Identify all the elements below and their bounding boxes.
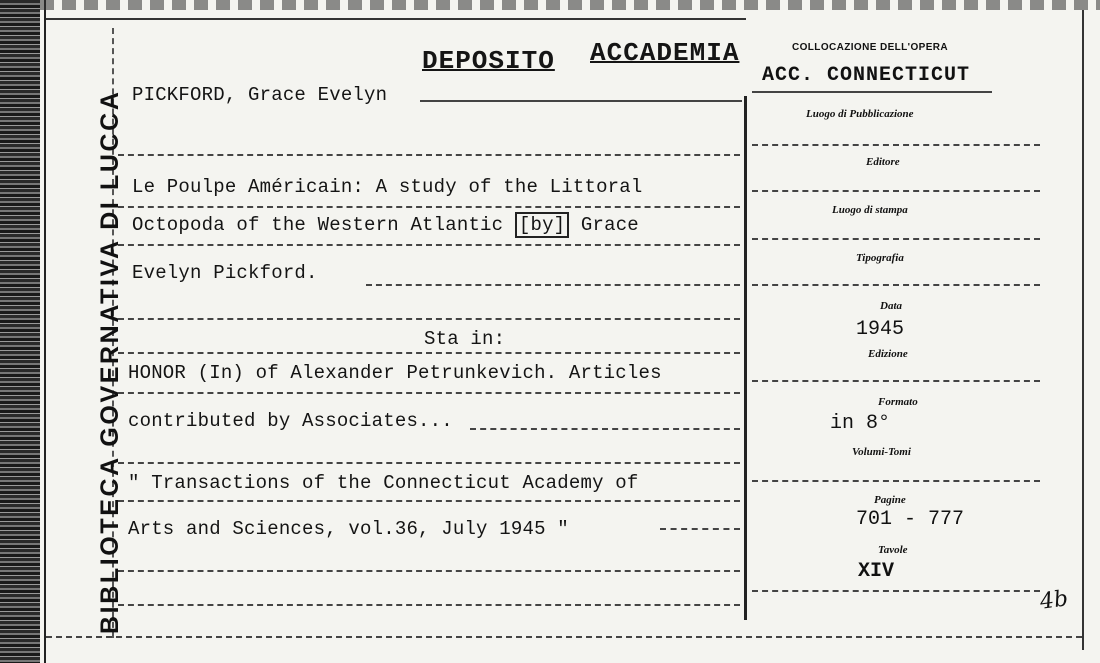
- rule-field-6: [752, 480, 1040, 482]
- rule-blank-2: [118, 318, 740, 320]
- field-label-editore: Editore: [866, 156, 900, 168]
- rule-field-3: [752, 238, 1040, 240]
- author-rule: [420, 100, 742, 102]
- stamp-deposito: DEPOSITO: [422, 46, 555, 76]
- fields-column-divider: [744, 96, 747, 620]
- rule-field-7: [752, 590, 1040, 592]
- rule-sta-in: [118, 352, 740, 354]
- card-top-edge: [40, 0, 1100, 10]
- field-value-pagine: 701 - 777: [856, 508, 965, 531]
- field-label-formato: Formato: [878, 396, 918, 408]
- rule-series-1: [118, 500, 740, 502]
- field-label-luogo-pubblicazione: Luogo di Pubblicazione: [806, 108, 914, 120]
- field-value-formato: in 8°: [830, 412, 891, 435]
- rule-title-2: [118, 244, 740, 246]
- card-top-rule: [46, 18, 746, 20]
- rule-field-1: [752, 144, 1040, 146]
- rule-title-3: [366, 284, 740, 286]
- field-label-tipografia: Tipografia: [856, 252, 904, 264]
- rule-field-4: [752, 284, 1040, 286]
- collocation-underline: [752, 91, 992, 93]
- stamp-accademia: ACCADEMIA: [590, 38, 740, 68]
- field-label-edizione: Edizione: [868, 348, 908, 360]
- series-line-1: " Transactions of the Connecticut Academy of: [128, 472, 639, 494]
- rule-title-1: [118, 206, 740, 208]
- card-left-border: [44, 0, 46, 663]
- handwritten-corner-mark: 4b: [1038, 586, 1070, 615]
- rule-series-2: [660, 528, 740, 530]
- title-line-2: Octopoda of the Western Atlantic [by] Grace: [132, 214, 639, 236]
- rule-blank-3: [118, 462, 740, 464]
- field-label-volumi-tomi: Volumi-Tomi: [852, 446, 911, 458]
- rule-host-2: [470, 428, 740, 430]
- series-line-2: Arts and Sciences, vol.36, July 1945 ": [128, 518, 569, 540]
- bracket-by: [by]: [515, 212, 569, 238]
- card-right-border: [1082, 10, 1084, 650]
- library-name-vertical: BIBLIOTECA GOVERNATIVA DI LUCCA: [96, 89, 124, 634]
- field-label-data: Data: [880, 300, 902, 312]
- rule-blank-4: [118, 570, 740, 572]
- field-label-pagine: Pagine: [874, 494, 906, 506]
- field-value-tavole: XIV: [858, 560, 895, 583]
- field-value-data: 1945: [856, 318, 905, 341]
- rule-host-1: [118, 392, 740, 394]
- collocation-heading: COLLOCAZIONE DELL'OPERA: [792, 42, 949, 53]
- host-line-1: HONOR (In) of Alexander Petrunkevich. Articles: [128, 362, 662, 384]
- field-label-luogo-stampa: Luogo di stampa: [832, 204, 908, 216]
- title-line-1: Le Poulpe Américain: A study of the Littoral: [132, 176, 643, 198]
- card-left-edge: [0, 0, 40, 663]
- field-label-tavole: Tavole: [878, 544, 908, 556]
- card-bottom-rule: [46, 636, 1082, 638]
- author-heading: PICKFORD, Grace Evelyn: [132, 84, 388, 106]
- collocation-value: ACC. CONNECTICUT: [762, 64, 971, 87]
- rule-field-2: [752, 190, 1040, 192]
- host-line-2: contributed by Associates...: [128, 410, 453, 432]
- title-line-3: Evelyn Pickford.: [132, 262, 318, 284]
- rule-blank-5: [118, 604, 740, 606]
- sta-in-note: Sta in:: [424, 328, 506, 350]
- rule-field-5: [752, 380, 1040, 382]
- rule-blank-1: [118, 154, 740, 156]
